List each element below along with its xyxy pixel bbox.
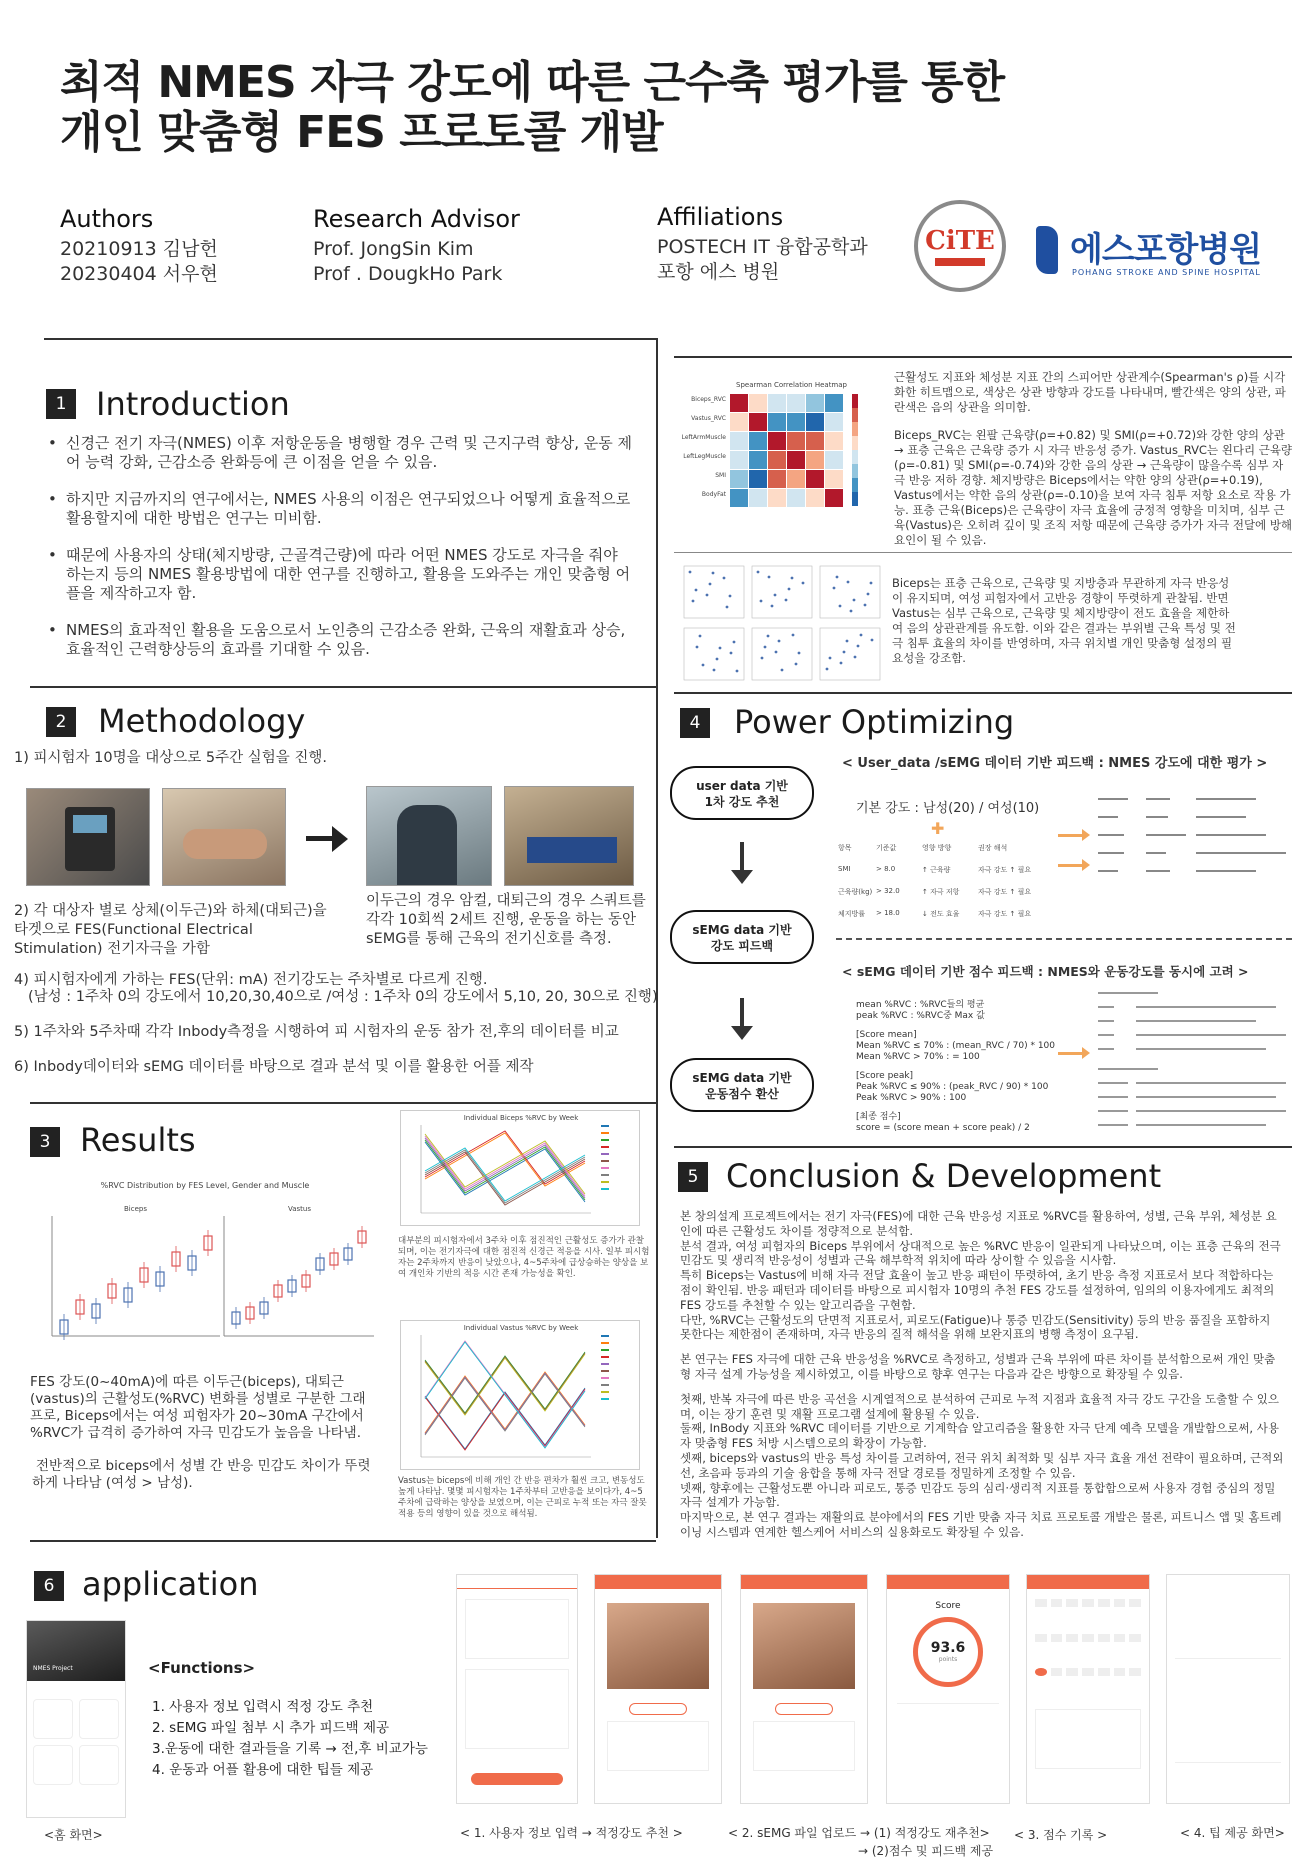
conclusion-p10: 마지막으로, 본 연구 결과는 재활의료 분야에서의 FES 기반 맞춤 자극 치료 프로토콜 개발은 물론, 피트니스 앱 및 홈트레이닝 시스템과 연계한 헬스케어 서비스의 실용화로도 확장될 수 있음.: [680, 1510, 1282, 1539]
scatter-grid-svg: [676, 556, 888, 690]
divider-corr: [674, 552, 1292, 553]
home-tile[interactable]: [33, 1699, 73, 1739]
line-chart-legend-swatch: [601, 1181, 609, 1183]
scatter-point: [798, 652, 801, 655]
line-chart-series: [425, 1152, 585, 1205]
score-label: Score: [935, 1601, 961, 1611]
scatter-point: [840, 662, 843, 665]
line-chart-legend-swatch: [601, 1342, 609, 1344]
advisor-label: Research Advisor: [313, 205, 520, 233]
heatmap-cell: [806, 394, 824, 412]
arrow-right-orange-2-head: [1082, 859, 1090, 871]
line-chart-legend-swatch: [601, 1398, 609, 1400]
photo-arm-curl: [366, 786, 492, 886]
scatter-point: [792, 634, 795, 637]
home-screen-banner: NMES Project: [27, 1621, 125, 1681]
intro-bullets: [46, 434, 636, 677]
power-base-intensity: 기본 강도 : 남성(20) / 여성(10): [856, 801, 1040, 816]
caption-screen-4: < 4. 팁 제공 화면>: [1180, 1826, 1285, 1840]
arrow-right-orange-3-head: [1082, 1047, 1090, 1059]
line-chart-biceps-svg: [401, 1111, 641, 1227]
criteria-row: 항목 기준값 영향 방향 권장 해석: [838, 844, 1008, 852]
section-1-number: 1: [46, 389, 76, 419]
score-feedback-table: [1096, 988, 1296, 1138]
hospital-logo-name: 에스포항병원: [1070, 230, 1262, 270]
scatter-point: [871, 639, 874, 642]
heatmap-cell: [768, 413, 786, 431]
conclusion-p7: 둘째, InBody 지표와 %RVC 데이터를 기반으로 기계학습 알고리즘을 활용한 자극 단계 예측 모델을 개발함으로써, 사용자 맞춤형 FES 처방 시스템으로의 확장이 가능함.: [680, 1421, 1279, 1451]
score-feedback-lines: [1096, 988, 1296, 1138]
intro-bullet-1: • 신경근 전기 자극(NMES) 이후 저항운동을 병행할 경우 근력 및 근지구력 향상, 운동 제어 능력 강화, 근감소증 완화등에 큰 이점을 얻을 수 있음.: [46, 434, 636, 472]
conclusion-p4: 다만, %RVC는 근활성도의 단면적 지표로서, 피로도(Fatigue)나 통증 민감도(Sensitivity) 등의 반응 품질을 포함하지 못한다는 제한점이 존재하며, 자극 반응의 질적 해석을 위해 보완지표의 병행 측정이 요구됨.: [680, 1312, 1271, 1342]
caption-screen-2b: → (2)점수 및 피드백 제공: [858, 1844, 994, 1858]
advisor-block: [313, 205, 520, 287]
affiliation-1: POSTECH IT 융합공학과: [657, 236, 868, 258]
heatmap-row-label: LeftLegMuscle: [683, 453, 726, 460]
scatter-point: [833, 587, 836, 590]
heatmap-cell: [730, 432, 748, 450]
score-peak-rule-2: Peak %RVC > 90% : 100: [856, 1093, 967, 1103]
cite-logo-bar: [935, 258, 985, 266]
method-step-2: 2) 각 대상자 별로 상체(이두근)와 하체(대퇴근)을 타겟으로 FES(Functional Electrical Stimulation) 전기자극을 가함: [14, 903, 327, 957]
scatter-point: [857, 645, 860, 648]
scatter-point: [709, 583, 712, 586]
section-3-title: Results: [80, 1121, 196, 1159]
line-chart-series: [425, 1352, 585, 1413]
heatmap-cell: [787, 470, 805, 488]
line-chart-series: [425, 1353, 585, 1414]
conclusion-p9: 넷째, 향후에는 근활성도뿐 아니라 피로도, 통증 민감도 등의 심리·생리적 지표를 통합함으로써 사용자 경험 중심의 정밀 자극 설계가 가능함.: [680, 1480, 1276, 1510]
conclusion-p2: 분석 결과, 여성 피험자의 Biceps 부위에서 상대적으로 높은 %RVC 반응이 일관되게 나타났으며, 이는 표층 근육의 전극 민감도 및 생리적 반응성이 성별과 근육 해부학적 위치에 따라 상이할 수 있음을 시사함.: [680, 1238, 1281, 1268]
method-step-3: 이두근의 경우 암컬, 대퇴근의 경우 스쿼트를 각각 10회씩 2세트 진행, 운동을 하는 동안 sEMG를 통해 근육의 전기신호를 측정.: [366, 893, 646, 947]
boxplot-panel-left: Biceps: [124, 1205, 147, 1213]
arrow-down-2: [740, 998, 744, 1028]
photo-squat: [504, 786, 634, 886]
peak-definition: peak %RVC : %RVC중 Max 값: [856, 1011, 985, 1021]
heatmap-cell: [787, 489, 805, 507]
scatter-point: [736, 670, 739, 673]
heatmap-cell: [787, 451, 805, 469]
authors-block: [60, 205, 218, 287]
calendar-grid: [1035, 1599, 1141, 1699]
final-score-heading: [최종 점수]: [856, 1112, 901, 1122]
line-chart-legend-swatch: [601, 1370, 609, 1372]
scatter-point: [733, 641, 736, 644]
heatmap-colorbar-step: [852, 464, 858, 478]
scatter-grid: [676, 556, 888, 690]
line-chart-legend-swatch: [601, 1167, 609, 1169]
section-5-title: Conclusion & Development: [726, 1157, 1162, 1195]
function-item-1: 1. 사용자 정보 입력시 적정 강도 추천: [152, 1699, 374, 1715]
score-peak-heading: [Score peak]: [856, 1071, 914, 1081]
method-step-1: 1) 피시험자 10명을 대상으로 5주간 실험을 진행.: [14, 750, 327, 766]
scatter-point: [788, 588, 791, 591]
divider-left-top: [44, 338, 656, 340]
scatter-panel: [752, 566, 812, 618]
scatter-point: [730, 652, 733, 655]
intro-bullet-4: • NMES의 효과적인 활용을 도움으로서 노인층의 근감소증 완화, 근육의 재활효과 상승, 효율적인 근력향상등의 효과를 기대할 수 있음.: [46, 621, 636, 659]
conclusion-p8: 셋째, biceps와 vastus의 반응 특성 차이를 고려하여, 전극 위치 최적화 및 심부 자극 효율 개선 전략이 필요하며, 근적외선, 초음파 등과의 기술 융합을 통해 자극 전달 경로를 정밀하게 조정할 수 있음.: [680, 1450, 1284, 1480]
affiliations-block: [657, 203, 868, 285]
section-2-number: 2: [46, 707, 76, 737]
home-tile[interactable]: [79, 1699, 119, 1739]
conclusion-p3: 특히 Biceps는 Vastus에 비해 자극 전달 효율이 높고 반응 패턴이 뚜렷하여, 초기 반응 측정 지표로서 보다 적합하다는 점이 확인됨. 반응 패턴과 데이터를 바탕으로 피시험자 10명의 추천 FES 강도를 설정하여, 임의의 이용자에게도 최적의 FES 강도를 추천할 수 있는 알고리즘을 구현함.: [680, 1268, 1275, 1312]
heatmap-row-label: LeftArmMuscle: [681, 434, 726, 441]
heatmap-cell: [825, 451, 843, 469]
heatmap-svg: [676, 370, 876, 552]
corr-text-3: Biceps는 표층 근육으로, 근육량 및 지방층과 무관하게 자극 반응성이 유지되며, 여성 피험자에서 고반응 경향이 뚜렷하게 관찰됨. 반면 Vastus는 심부 근육으로, 근육량 및 체지방량이 전도 효율을 제한하여 음의 상관관계를 유도함. 이와 같은 결과는 부위별 근육 특성 및 전극 침투 효율의 차이를 반영하며, 자극 위치별 개인 맞춤형 설정의 필요성을 강조함.: [892, 576, 1236, 665]
divider-intro: [30, 686, 656, 688]
scatter-point: [775, 651, 778, 654]
heatmap-cell: [787, 413, 805, 431]
heatmap-row-label: SMI: [715, 472, 726, 479]
pill-semg-score: sEMG data 기반 운동점수 환산: [670, 1058, 814, 1112]
heatmap-title: Spearman Correlation Heatmap: [736, 381, 847, 389]
scatter-point: [867, 593, 870, 596]
boxplot-chart: [24, 1180, 386, 1356]
scatter-point: [760, 600, 763, 603]
heatmap-cell: [768, 432, 786, 450]
scatter-point: [847, 581, 850, 584]
results-note-2: Vastus는 biceps에 비해 개인 간 반응 편차가 훨씬 크고, 변동성도 높게 나타남. 몇몇 피시험자는 1주차부터 고반응을 보이다가, 4~5주차에 급락하는 양상을 보였으며, 이는 근피로 누적 또는 자극 잘못 적용 등의 영향이 있을 것으로 해석됨.: [398, 1476, 647, 1519]
line-chart-legend-swatch: [601, 1153, 609, 1155]
scatter-point: [802, 582, 805, 585]
heatmap-colorbar-step: [852, 436, 858, 450]
corr-text-2: Biceps_RVC는 왼팔 근육량(ρ=+0.82) 및 SMI(ρ=+0.72)와 강한 양의 상관 → 표층 근육은 근육량 증가 시 자극 반응성 증가. Vastus_RVC는 왼다리 근육량(ρ=-0.81) 및 SMI(ρ=-0.74)와 강한 음의 상관 → 근육량이 많을수록 심부 자극 반응 저하 경향. 체지방량은 Biceps에서는 약한 양의 상관(ρ=+0.19), Vastus에서는 약한 음의 상관(ρ=-0.10)을 보여 자극 침투 저항 요소로 작용 가능. 표층 근육(Biceps)은 근육량이 자극 효율에 긍정적 영향을 미치며, 심부 근육(Vastus)은 오히려 깊이 및 조직 저항 때문에 근육량 증가가 자극 전달에 방해 요인이 될 수 있음.: [894, 428, 1293, 547]
method-step-5: 5) 1주차와 5주차때 각각 Inbody측정을 시행하여 피 시험자의 운동 참가 전,후의 데이터를 비교: [14, 1024, 619, 1040]
line-chart-legend-swatch: [601, 1356, 609, 1358]
section-2-title: Methodology: [98, 702, 306, 740]
scatter-point: [846, 640, 849, 643]
heatmap-cell: [806, 413, 824, 431]
scatter-point: [729, 595, 732, 598]
heatmap-cell: [749, 432, 767, 450]
heatmap-cell: [749, 489, 767, 507]
screen-feedback: [740, 1574, 868, 1804]
heatmap-row-label: Vastus_RVC: [691, 415, 726, 422]
caption-screen-1: < 1. 사용자 정보 입력 → 적정강도 추천 >: [460, 1826, 683, 1840]
scatter-point: [764, 646, 767, 649]
scatter-point: [870, 582, 873, 585]
function-item-4: 4. 운동과 어플 활용에 대한 팁들 제공: [152, 1762, 374, 1778]
heatmap-cell: [825, 489, 843, 507]
heatmap-cell: [825, 413, 843, 431]
results-note-1: 대부분의 피시험자에서 3주차 이후 점진적인 근활성도 증가가 관찰되며, 이는 전기자극에 대한 점진적 신경근 적응을 시사. 일부 피시험자는 2주차까지 반응이 낮았으나, 4~5주차에 급상승하는 양상을 보여 개인차 기반의 적응 시간 존재 가능성을 확인.: [398, 1236, 650, 1279]
home-tile[interactable]: [33, 1745, 73, 1785]
scatter-point: [781, 669, 784, 672]
scatter-point: [695, 589, 698, 592]
scatter-point: [767, 635, 770, 638]
find-power-button[interactable]: [471, 1773, 563, 1785]
corr-text-1: 근활성도 지표와 체성분 지표 간의 스피어만 상관계수(Spearman's ρ)를 시각화한 히트맵으로, 색상은 상관 방향과 강도를 나타내며, 빨간색은 양의 상관, 파란색은 음의 상관을 의미함.: [894, 370, 1286, 414]
heatmap-colorbar-step: [852, 394, 858, 408]
line-chart-legend-swatch: [601, 1132, 609, 1134]
heatmap-colorbar-step: [852, 422, 858, 436]
scatter-point: [829, 657, 832, 660]
scatter-point: [706, 594, 709, 597]
score-ring: [913, 1617, 983, 1687]
heatmap-cell: [806, 451, 824, 469]
scatter-panel: [820, 628, 880, 680]
criteria-row: 체지방률 > 18.0 ↓ 전도 효율 자극 강도 ↑ 필요: [838, 909, 1032, 918]
section-6-number: 6: [34, 1571, 64, 1601]
heatmap-cell: [806, 470, 824, 488]
boxplot-panel-right: Vastus: [288, 1205, 312, 1213]
cite-logo: [914, 200, 1006, 292]
heatmap-colorbar-step: [852, 492, 858, 506]
pill-semg-feedback: sEMG data 기반 강도 피드백: [670, 910, 814, 964]
boxplot-title: %RVC Distribution by FES Level, Gender and Muscle: [100, 1181, 310, 1190]
heatmap-colorbar-step: [852, 408, 858, 422]
score-unit: points: [938, 1656, 958, 1663]
scatter-point: [850, 610, 853, 613]
title-line-1: 최적 NMES 자극 강도에 따른 근수축 평가를 통한: [60, 57, 1005, 108]
method-step-6: 6) Inbody데이터와 sEMG 데이터를 바탕으로 결과 분석 및 이를 활용한 어플 제작: [14, 1059, 534, 1075]
scatter-point: [854, 656, 857, 659]
heatmap-cell: [730, 470, 748, 488]
power-subtitle-2: < sEMG 데이터 기반 점수 피드백 : NMES와 운동강도를 동시에 고려 >: [842, 964, 1249, 979]
conclusion-p1: 본 창의설계 프로젝트에서는 전기 자극(FES)에 대한 근육 반응성 지표로 %RVC를 활용하여, 성별, 근육 부위, 체성분 요인에 따른 근활성도 차이를 정량적으로 분석함.: [680, 1209, 1277, 1238]
scatter-point: [774, 594, 777, 597]
score-value: 93.6: [930, 1640, 966, 1656]
scatter-point: [726, 606, 729, 609]
photo-fes-device: [26, 788, 150, 886]
line-chart-legend-swatch: [601, 1349, 609, 1351]
heatmap-cell: [768, 394, 786, 412]
heatmap-colorbar-step: [852, 450, 858, 464]
heatmap-cell: [806, 489, 824, 507]
scatter-panel: [752, 628, 812, 680]
heatmap-cell: [787, 394, 805, 412]
scatter-point: [696, 646, 699, 649]
section-3-number: 3: [30, 1127, 60, 1157]
scatter-point: [843, 651, 846, 654]
scatter-point: [839, 605, 842, 608]
section-4-title: Power Optimizing: [734, 703, 1015, 741]
scatter-point: [860, 634, 863, 637]
screen-user-info: [456, 1574, 578, 1804]
scatter-point: [768, 576, 771, 579]
line-chart-legend-swatch: [601, 1160, 609, 1162]
author-1: 20210913 김남헌: [60, 238, 218, 260]
line-chart-vastus-svg: [401, 1321, 641, 1471]
advisor-2: Prof . DougkHo Park: [313, 263, 503, 285]
home-screen: [26, 1620, 126, 1818]
scatter-point: [689, 571, 692, 574]
home-tile[interactable]: [79, 1745, 119, 1785]
results-text-2: 전반적으로 biceps에서 성별 간 반응 민감도 차이가 뚜렷하게 나타남 (여성 > 남성).: [32, 1458, 371, 1491]
section-1-title: Introduction: [96, 385, 290, 423]
section-6-title: application: [82, 1565, 259, 1603]
caption-screen-3: < 3. 점수 기록 >: [1014, 1828, 1108, 1842]
score-mean-rule-1: Mean %RVC ≤ 70% : (mean_RVC / 70) * 100: [856, 1041, 1056, 1051]
home-caption: <홈 화면>: [44, 1828, 103, 1842]
method-step-4b: (남성 : 1주차 0의 강도에서 10,20,30,40으로 /여성 : 1주차 0의 강도에서 5,10, 20, 30으로 진행): [28, 989, 658, 1005]
scatter-point: [716, 658, 719, 661]
scatter-point: [795, 663, 798, 666]
screen-tips: [1166, 1574, 1290, 1804]
plus-icon: ✚: [931, 819, 945, 838]
home-screen-grid: [27, 1681, 125, 1785]
heatmap-cell: [749, 394, 767, 412]
scatter-point: [853, 599, 856, 602]
heatmap-cell: [825, 432, 843, 450]
conclusion-p5: 본 연구는 FES 자극에 대한 근육 반응성을 %RVC로 측정하고, 성별과 근육 부위에 따른 차이를 분석함으로써 개인 맞춤형 자극 설계 가능성을 제시하였고, 이를 바탕으로 향후 연구는 다음과 같은 방향으로 확장될 수 있음.: [680, 1352, 1276, 1381]
line-chart-legend-swatch: [601, 1146, 609, 1148]
scatter-point: [771, 605, 774, 608]
arrow-down-1: [740, 842, 744, 872]
heatmap-row-label: Biceps_RVC: [691, 396, 726, 403]
line-chart-vastus: [400, 1320, 640, 1470]
scatter-point: [702, 664, 705, 667]
scatter-point: [757, 571, 760, 574]
functions-list: [152, 1697, 428, 1781]
heatmap-cell: [768, 470, 786, 488]
divider-vertical: [656, 338, 658, 1538]
intensity-level-lines: [1096, 794, 1296, 884]
line-chart-vastus-title: Individual Vastus %RVC by Week: [463, 1324, 579, 1332]
scatter-panel: [684, 628, 744, 680]
divider-power: [674, 1146, 1292, 1148]
conclusion-p6: 첫째, 반복 자극에 따른 반응 곡선을 시계열적으로 분석하여 근피로 누적 지점과 효율적 자극 강도 구간을 도출할 수 있으며, 이는 장기 훈련 및 재활 프로그램 설계에 활용될 수 있음.: [680, 1391, 1280, 1421]
final-score-formula: score = (score mean + score peak) / 2: [856, 1123, 1030, 1133]
heatmap-cell: [825, 470, 843, 488]
affiliation-2: 포항 에스 병원: [657, 261, 780, 283]
heatmap-row-label: BodyFat: [701, 491, 726, 498]
intro-bullet-3: • 때문에 사용자의 상태(체지방량, 근골격근량)에 따라 어떤 NMES 강도로 자극을 줘야 하는지 등의 NMES 활용방법에 대한 연구를 진행하고, 활용을 도와주는 개인 맞춤형 어플을 제작하고자 함.: [46, 546, 636, 603]
section-5-number: 5: [678, 1162, 708, 1192]
score-peak-rule-1: Peak %RVC ≤ 90% : (peak_RVC / 90) * 100: [856, 1082, 1049, 1092]
arrow-right-icon: [332, 826, 348, 852]
heatmap-cell: [730, 451, 748, 469]
conclusion-body: [680, 1209, 1284, 1540]
scatter-point: [723, 577, 726, 580]
poster-title: [60, 58, 1260, 158]
criteria-row: SMI > 8.0 ↑ 근육량 자극 강도 ↑ 필요: [838, 865, 1032, 874]
boxplot-svg: [24, 1180, 386, 1356]
line-chart-legend-swatch: [601, 1125, 609, 1127]
functions-label: <Functions>: [148, 1659, 256, 1677]
authors-label: Authors: [60, 205, 154, 233]
scatter-point: [761, 657, 764, 660]
line-chart-legend-swatch: [601, 1391, 609, 1393]
heatmap-colorbar-step: [852, 478, 858, 492]
pill-user-data: user data 기반 1차 강도 추천: [670, 766, 814, 820]
criteria-row: 근육량(kg) > 32.0 ↑ 자극 저항 자극 강도 ↑ 필요: [838, 887, 1032, 896]
section-4-number: 4: [680, 708, 710, 738]
screen-recommend: [594, 1574, 722, 1804]
intro-bullet-2: • 하지만 지금까지의 연구에서는, NMES 사용의 이점은 연구되었으나 어떻게 효율적으로 활용할지에 대한 방법은 연구는 미비함.: [46, 490, 636, 528]
scatter-point: [713, 669, 716, 672]
line-chart-legend-swatch: [601, 1188, 609, 1190]
scatter-point: [785, 599, 788, 602]
scatter-point: [712, 572, 715, 575]
divider-method: [30, 1102, 656, 1104]
heatmap-cell: [806, 432, 824, 450]
caption-screen-2: < 2. sEMG 파일 업로드 → (1) 적정강도 재추천>: [728, 1826, 990, 1840]
mean-definition: mean %RVC : %RVC들의 평균: [856, 1000, 985, 1010]
heatmap-cell: [730, 394, 748, 412]
hospital-logo-sub: POHANG STROKE AND SPINE HOSPITAL: [1072, 268, 1261, 277]
screen-score: [886, 1574, 1010, 1804]
criteria-table: [838, 843, 1058, 931]
heatmap-cell: [768, 451, 786, 469]
advisor-1: Prof. JongSin Kim: [313, 238, 474, 260]
results-text-1: FES 강도(0~40mA)에 따른 이두근(biceps), 대퇴근(vastus)의 근활성도(%RVC) 변화를 성별로 구분한 그래프로, Biceps에서는 여성 피험자가 20~30mA 구간에서 %RVC가 급격히 증가하여 자극 민감도가 높음을 나타냄.: [30, 1374, 366, 1441]
line-chart-legend-swatch: [601, 1377, 609, 1379]
line-chart-biceps: [400, 1110, 640, 1226]
scatter-point: [778, 640, 781, 643]
scatter-point: [699, 635, 702, 638]
author-2: 20230404 서우현: [60, 263, 218, 285]
line-chart-legend-swatch: [601, 1363, 609, 1365]
heatmap-cell: [787, 432, 805, 450]
heatmap-cell: [825, 394, 843, 412]
score-formulas: [856, 1000, 1055, 1134]
scatter-point: [836, 576, 839, 579]
line-chart-legend-swatch: [601, 1174, 609, 1176]
heatmap-cell: [768, 489, 786, 507]
heatmap-cell: [749, 470, 767, 488]
scatter-point: [826, 668, 829, 671]
scatter-point: [864, 604, 867, 607]
arrow-right-orange-1-head: [1082, 829, 1090, 841]
line-chart-legend-swatch: [601, 1139, 609, 1141]
method-step-4a: 4) 피시험자에게 가하는 FES(단위: mA) 전기강도는 주차별로 다르게 진행.: [14, 972, 488, 988]
dashed-divider: [836, 938, 1292, 940]
line-chart-legend-swatch: [601, 1384, 609, 1386]
divider-corr-2: [674, 692, 1292, 694]
score-mean-rule-2: Mean %RVC > 70% : = 100: [856, 1052, 980, 1062]
cite-logo-text: CiTE: [925, 226, 995, 256]
divider-results: [30, 1540, 656, 1542]
affiliations-label: Affiliations: [657, 203, 784, 231]
line-chart-series: [425, 1388, 585, 1449]
score-mean-heading: [Score mean]: [856, 1030, 917, 1040]
hospital-logo-mark: [1036, 226, 1058, 274]
heatmap-cell: [749, 451, 767, 469]
power-subtitle-1: < User_data /sEMG 데이터 기반 피드백 : NMES 강도에 대한 평가 >: [842, 756, 1268, 771]
intensity-level-table: [1096, 794, 1296, 884]
line-chart-biceps-title: Individual Biceps %RVC by Week: [463, 1114, 579, 1122]
title-line-2: 개인 맞춤형 FES 프로토콜 개발: [60, 107, 663, 158]
heatmap-chart: [676, 370, 876, 552]
scatter-point: [791, 577, 794, 580]
scatter-point: [692, 600, 695, 603]
function-item-2: 2. sEMG 파일 첨부 시 추가 피드백 제공: [152, 1720, 390, 1736]
screen-records: [1026, 1574, 1150, 1804]
heatmap-cell: [730, 413, 748, 431]
heatmap-cell: [749, 413, 767, 431]
scatter-point: [719, 647, 722, 650]
heatmap-cell: [730, 489, 748, 507]
divider-right-top: [674, 356, 1292, 358]
line-chart-legend-swatch: [601, 1335, 609, 1337]
function-item-3: 3.운동에 대한 결과들을 기록 → 전,후 비교가능: [152, 1741, 428, 1757]
photo-leg-electrodes: [162, 788, 286, 886]
